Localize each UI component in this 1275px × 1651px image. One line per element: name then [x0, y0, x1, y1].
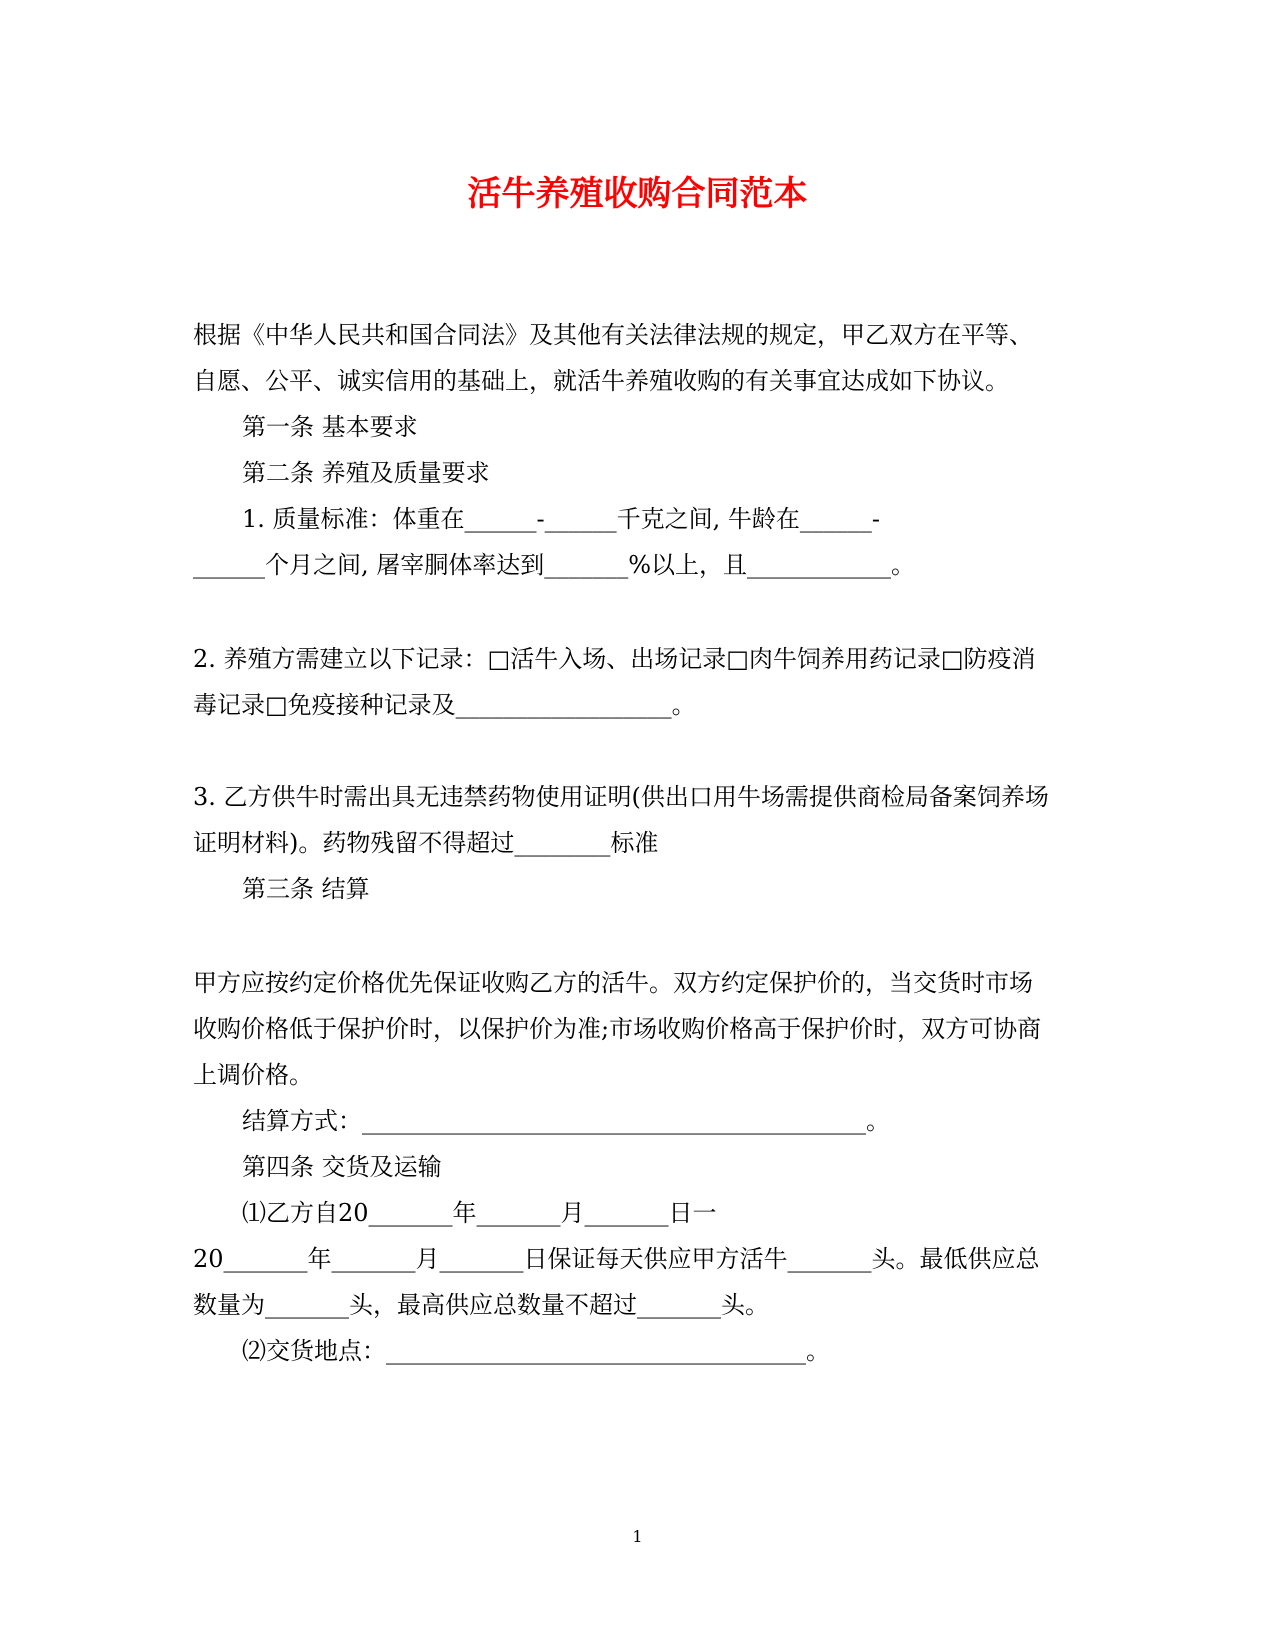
paragraph-line: 2. 养殖方需建立以下记录：□活牛入场、出场记录□肉牛饲养用药记录□防疫消: [193, 645, 1036, 673]
article-heading: 第二条 养殖及质量要求: [242, 459, 490, 487]
paragraph-line: 毒记录□免疫接种记录及__________________。: [193, 691, 696, 719]
paragraph-line: 证明材料)。药物残留不得超过________标准: [193, 829, 659, 857]
paragraph-line: 根据《中华人民共和国合同法》及其他有关法律法规的规定，甲乙双方在平等、: [193, 321, 1033, 349]
article-heading: 第一条 基本要求: [242, 413, 418, 441]
paragraph-line: 甲方应按约定价格优先保证收购乙方的活牛。双方约定保护价的，当交货时市场: [193, 969, 1033, 997]
article-heading: 第三条 结算: [242, 875, 370, 903]
paragraph-line: ⑴乙方自20_______年_______月_______日一: [242, 1199, 717, 1227]
paragraph-line: 1. 质量标准：体重在______-______千克之间, 牛龄在______-: [242, 505, 881, 533]
paragraph-line: 上调价格。: [193, 1061, 313, 1089]
article-heading: 第四条 交货及运输: [242, 1153, 442, 1181]
paragraph-line: ______个月之间, 屠宰胴体率达到_______%以上，且____________。: [193, 551, 916, 579]
paragraph-line: 3. 乙方供牛时需出具无违禁药物使用证明(供出口用牛场需提供商检局备案饲养场: [193, 783, 1049, 811]
paragraph-line: 自愿、公平、诚实信用的基础上，就活牛养殖收购的有关事宜达成如下协议。: [193, 367, 1009, 395]
paragraph-line: 收购价格低于保护价时，以保护价为准;市场收购价格高于保护价时，双方可协商: [193, 1015, 1042, 1043]
paragraph-line: 数量为_______头，最高供应总数量不超过_______头。: [193, 1291, 769, 1319]
page-number: 1: [632, 1527, 643, 1546]
document-title: 活牛养殖收购合同范本: [467, 174, 808, 214]
paragraph-line: ⑵交货地点：___________________________________。: [242, 1337, 830, 1365]
paragraph-line: 结算方式：__________________________________________。: [242, 1107, 890, 1135]
paragraph-line: 20_______年_______月_______日保证每天供应甲方活牛_______头。最低供应总: [193, 1245, 1040, 1273]
